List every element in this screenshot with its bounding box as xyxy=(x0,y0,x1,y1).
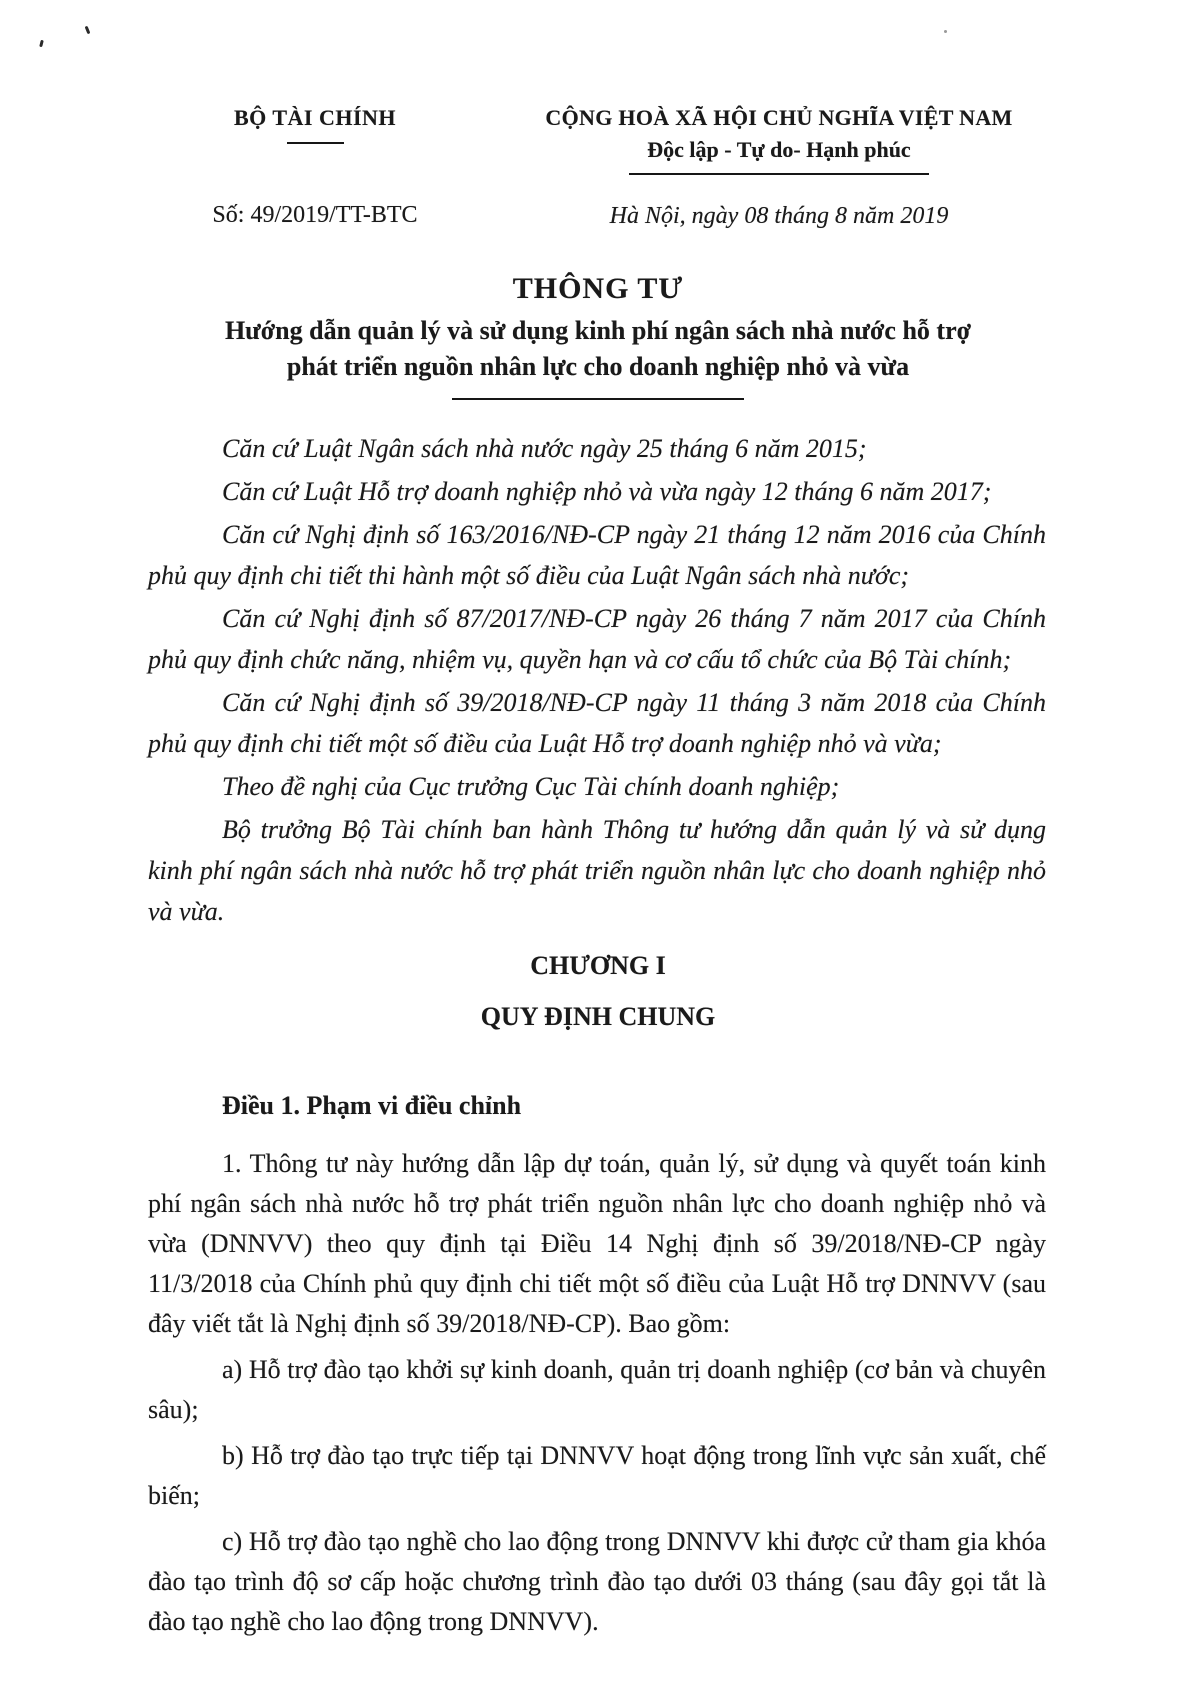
article-clause: a) Hỗ trợ đào tạo khởi sự kinh doanh, quản trị doanh nghiệp (cơ bản và chuyên sâu); xyxy=(148,1355,1046,1424)
scan-speck-icon xyxy=(944,30,947,33)
issuing-agency-block xyxy=(150,103,480,230)
document-title-block xyxy=(148,272,1048,400)
national-title: CỘNG HOÀ XÃ HỘI CHỦ NGHĨA VIỆT NAM xyxy=(545,105,1013,130)
article-1-section xyxy=(148,1090,1046,1648)
place-and-date: Hà Nội, ngày 08 tháng 8 năm 2019 xyxy=(609,203,949,229)
recital: Căn cứ Nghị định số 163/2016/NĐ-CP ngày 21 tháng 12 năm 2016 của Chính phủ quy định chi tiết thi hành một số điều của Luật Ngân sách nhà nước; xyxy=(148,520,1046,590)
document-type: THÔNG TƯ xyxy=(512,272,684,305)
subject-line-2: phát triển nguồn nhân lực cho doanh nghiệp nhỏ và vừa xyxy=(286,352,910,381)
recital: Bộ trưởng Bộ Tài chính ban hành Thông tư hướng dẫn quản lý và sử dụng kinh phí ngân sách nhà nước hỗ trợ phát triển nguồn nhân lực cho doanh nghiệp nhỏ và vừa. xyxy=(148,815,1046,926)
document-number: Số: 49/2019/TT-BTC xyxy=(212,202,418,228)
issuing-agency: BỘ TÀI CHÍNH xyxy=(233,105,397,130)
title-underline xyxy=(452,398,744,400)
article-heading: Điều 1. Phạm vi điều chỉnh xyxy=(222,1091,522,1120)
recital: Căn cứ Nghị định số 87/2017/NĐ-CP ngày 26 tháng 7 năm 2017 của Chính phủ quy định chức năng, nhiệm vụ, quyền hạn và cơ cấu tổ chức của Bộ Tài chính; xyxy=(148,604,1046,674)
recital: Căn cứ Luật Hỗ trợ doanh nghiệp nhỏ và vừa ngày 12 tháng 6 năm 2017; xyxy=(222,477,992,506)
national-header-block xyxy=(508,103,1050,231)
recital: Căn cứ Luật Ngân sách nhà nước ngày 25 tháng 6 năm 2015; xyxy=(222,434,867,463)
chapter-title: QUY ĐỊNH CHUNG xyxy=(480,1002,716,1031)
preamble-section xyxy=(148,428,1046,934)
chapter-number: CHƯƠNG I xyxy=(530,951,666,980)
recital: Căn cứ Nghị định số 39/2018/NĐ-CP ngày 11 tháng 3 năm 2018 của Chính phủ quy định chi tiết một số điều của Luật Hỗ trợ doanh nghiệp nhỏ và vừa; xyxy=(148,688,1046,758)
article-clause: b) Hỗ trợ đào tạo trực tiếp tại DNNVV hoạt động trong lĩnh vực sản xuất, chế biến; xyxy=(148,1441,1046,1510)
scan-speck-icon xyxy=(39,40,44,48)
motto-underline xyxy=(629,173,929,175)
chapter-heading xyxy=(148,950,1048,1033)
national-motto: Độc lập - Tự do- Hạnh phúc xyxy=(647,137,911,162)
issuer-underline xyxy=(287,142,344,144)
document-subject xyxy=(148,313,1048,385)
subject-line-1: Hướng dẫn quản lý và sử dụng kinh phí ngân sách nhà nước hỗ trợ xyxy=(224,316,972,345)
scan-speck-icon xyxy=(85,26,91,35)
recital: Theo đề nghị của Cục trưởng Cục Tài chính doanh nghiệp; xyxy=(222,772,840,801)
article-clause: 1. Thông tư này hướng dẫn lập dự toán, quản lý, sử dụng và quyết toán kinh phí ngân sách nhà nước hỗ trợ phát triển nguồn nhân lực cho doanh nghiệp nhỏ và vừa (DNNVV) theo quy định tại Điều 14 Nghị định số 39/2018/NĐ-CP ngày 11/3/2018 của Chính phủ quy định chi tiết một số điều của Luật Hỗ trợ DNNVV (sau đây viết tắt là Nghị định số 39/2018/NĐ-CP). Bao gồm: xyxy=(148,1149,1046,1338)
article-clause: c) Hỗ trợ đào tạo nghề cho lao động trong DNNVV khi được cử tham gia khóa đào tạo trình độ sơ cấp hoặc chương trình đào tạo dưới 03 tháng (sau đây gọi tắt là đào tạo nghề cho lao động trong DNNVV). xyxy=(148,1527,1046,1636)
